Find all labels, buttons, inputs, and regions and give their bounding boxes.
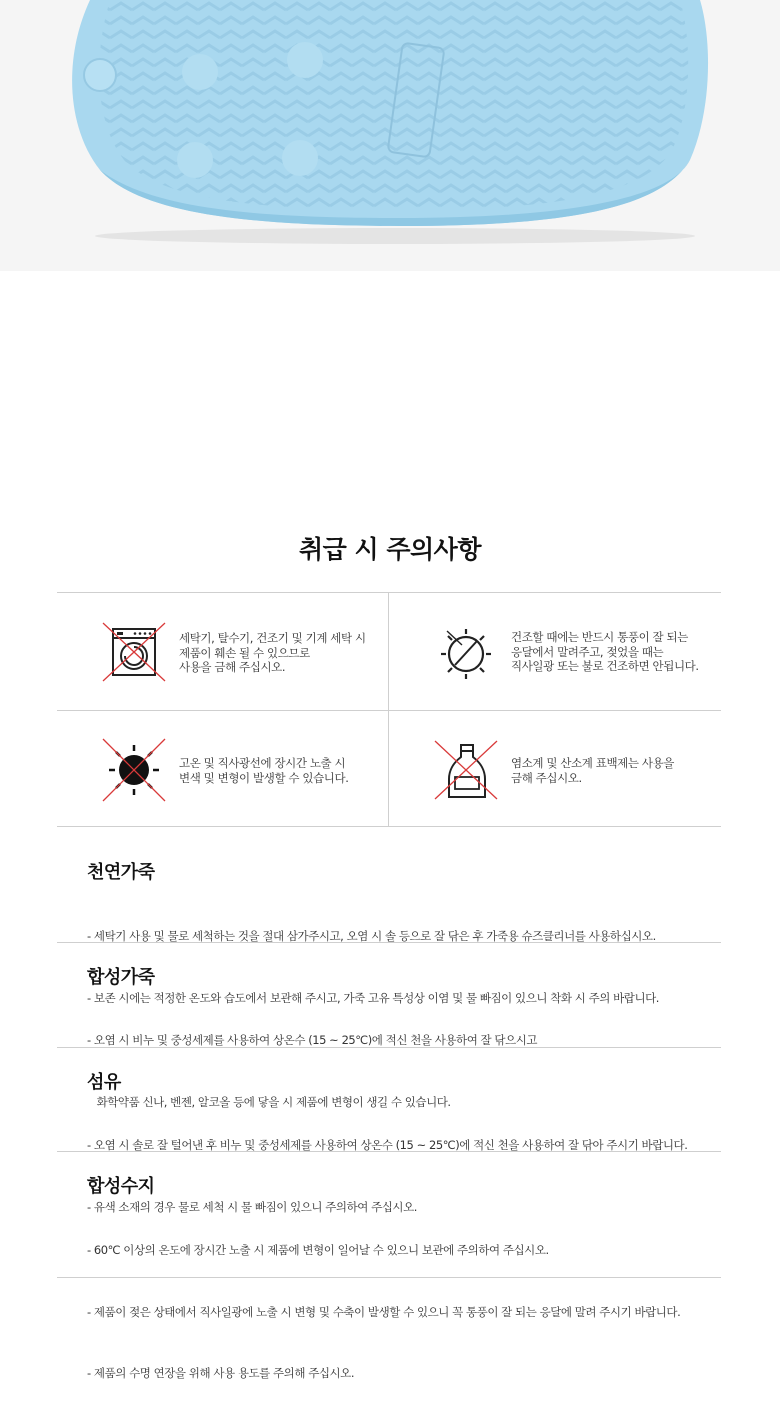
section-line: - 세탁기 사용 및 물로 세척하는 것을 절대 삼가주시고, 오염 시 솔 등으로 잘 닦은 후 가죽용 슈즈클리너를 사용하십시오. [87,929,656,943]
dark-sun-icon [101,737,167,803]
care-item-text: 고온 및 직사광선에 장시간 노출 시 변색 및 변형이 발생할 수 있습니다. [179,756,349,785]
bleach-bottle-icon [433,737,499,803]
section-line: 화학약품 신나, 벤젠, 알코올 등에 닿을 시 제품에 변형이 생길 수 있습니다. [87,1094,451,1109]
section-line: - 제품의 수명 연장을 위해 사용 용도를 주의해 주십시오. [87,1366,355,1380]
section-synthetic-resin [57,1152,721,1380]
care-item-drying [389,593,720,710]
section-title: 천연가죽 [87,862,155,883]
washing-machine-icon [101,619,167,685]
care-item-text: 염소계 및 산소계 표백제는 사용을 금해 주십시오. [511,756,674,785]
shoe-sole-illustration [0,0,780,271]
section-title: 섬유 [87,1072,121,1093]
section-line: - 오염 시 솔로 잘 털어낸 후 비누 및 중성세제를 사용하여 상온수 (15 ~ 25℃)에 적신 천을 사용하여 잘 닦아 주시기 바랍니다. [87,1138,688,1152]
care-item-sunlight [57,711,388,828]
care-item-text: 세탁기, 탈수기, 건조기 및 기계 세탁 시 제품이 훼손 될 수 있으므로 사용을 금해 주십시오. [179,631,366,674]
section-title: 합성수지 [87,1176,155,1197]
section-body [87,1199,680,1425]
section-line: - 유색 소재의 경우 물로 세척 시 물 빠짐이 있으니 주의하여 주십시오. [87,1199,417,1214]
care-item-text: 건조할 때에는 반드시 통풍이 잘 되는 응달에서 말려주고, 젖었을 때는 직사일광 또는 불로 건조하면 안됩니다. [511,630,699,673]
care-item-washing [57,593,388,710]
product-image [0,0,780,271]
page-title: 취급 시 주의사항 [299,535,481,564]
section-line: - 제품이 젖은 상태에서 직사일광에 노출 시 변형 및 수축이 발생할 수 있으니 꼭 통풍이 잘 되는 응달에 말려 주시기 바랍니다. [87,1304,681,1319]
sun-icon [433,619,499,685]
care-instructions-grid [57,592,721,827]
section-title: 합성가죽 [87,967,155,988]
section-line: - 오염 시 비누 및 중성세제를 사용하여 상온수 (15 ~ 25℃)에 적신 천을 사용하여 잘 닦으시고 [87,1033,538,1047]
section-line: - 60℃ 이상의 온도에 장시간 노출 시 제품에 변형이 일어날 수 있으니 보관에 주의하여 주십시오. [87,1243,549,1257]
care-item-bleach [389,711,720,828]
section-line: - 보존 시에는 적정한 온도와 습도에서 보관해 주시고, 가죽 고유 특성상 이염 및 물 빠짐이 있으니 착화 시 주의 바랍니다. [87,990,659,1005]
